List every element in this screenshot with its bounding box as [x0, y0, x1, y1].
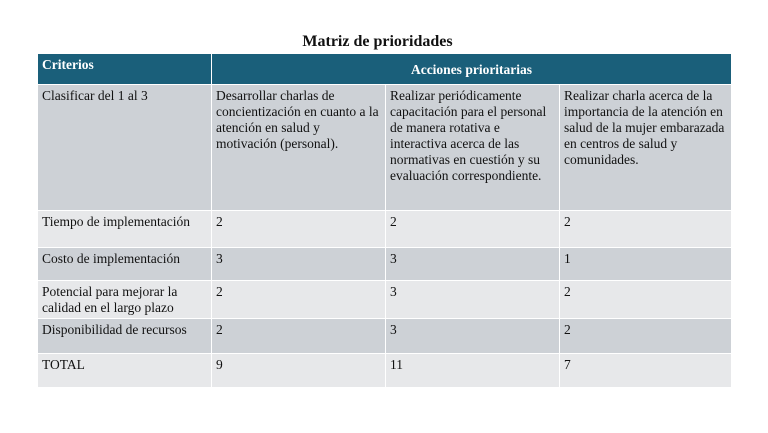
score-cell: 1	[560, 248, 732, 281]
action-description-cell: Realizar periódicamente capacitación para el personal de manera rotativa e interactiva acerca de las normativas en cuestión y su evaluación correspondiente.	[386, 85, 560, 211]
criterion-cell: Costo de implementación	[38, 248, 212, 281]
table-row	[38, 248, 732, 281]
criterion-cell: Disponibilidad de recursos	[38, 319, 212, 354]
header-criteria: Criterios	[38, 54, 212, 85]
header-row	[38, 54, 732, 85]
page-title: Matriz de prioridades	[302, 33, 453, 50]
action-description-cell: Realizar charla acerca de la importancia de la atención en salud de la mujer embarazada en centros de salud y comunidades.	[560, 85, 732, 211]
score-cell: 7	[560, 354, 732, 388]
score-cell: 3	[386, 281, 560, 319]
criterion-cell: TOTAL	[38, 354, 212, 388]
criterion-cell: Tiempo de implementación	[38, 211, 212, 248]
table-row	[38, 211, 732, 248]
criterion-cell: Clasificar del 1 al 3	[38, 85, 212, 211]
score-cell: 2	[386, 211, 560, 248]
score-cell: 3	[212, 248, 386, 281]
score-cell: 2	[560, 319, 732, 354]
table-row	[38, 354, 732, 388]
score-cell: 3	[386, 248, 560, 281]
score-cell: 9	[212, 354, 386, 388]
criterion-cell: Potencial para mejorar la calidad en el largo plazo	[38, 281, 212, 319]
table-row	[38, 85, 732, 211]
header-actions: Acciones prioritarias	[212, 54, 732, 85]
table-row	[38, 281, 732, 319]
score-cell: 2	[212, 281, 386, 319]
priority-matrix-table	[37, 53, 732, 388]
score-cell: 2	[560, 281, 732, 319]
score-cell: 3	[386, 319, 560, 354]
score-cell: 11	[386, 354, 560, 388]
score-cell: 2	[560, 211, 732, 248]
action-description-cell: Desarrollar charlas de concientización en cuanto a la atención en salud y motivación (personal).	[212, 85, 386, 211]
score-cell: 2	[212, 319, 386, 354]
table-row	[38, 319, 732, 354]
score-cell: 2	[212, 211, 386, 248]
